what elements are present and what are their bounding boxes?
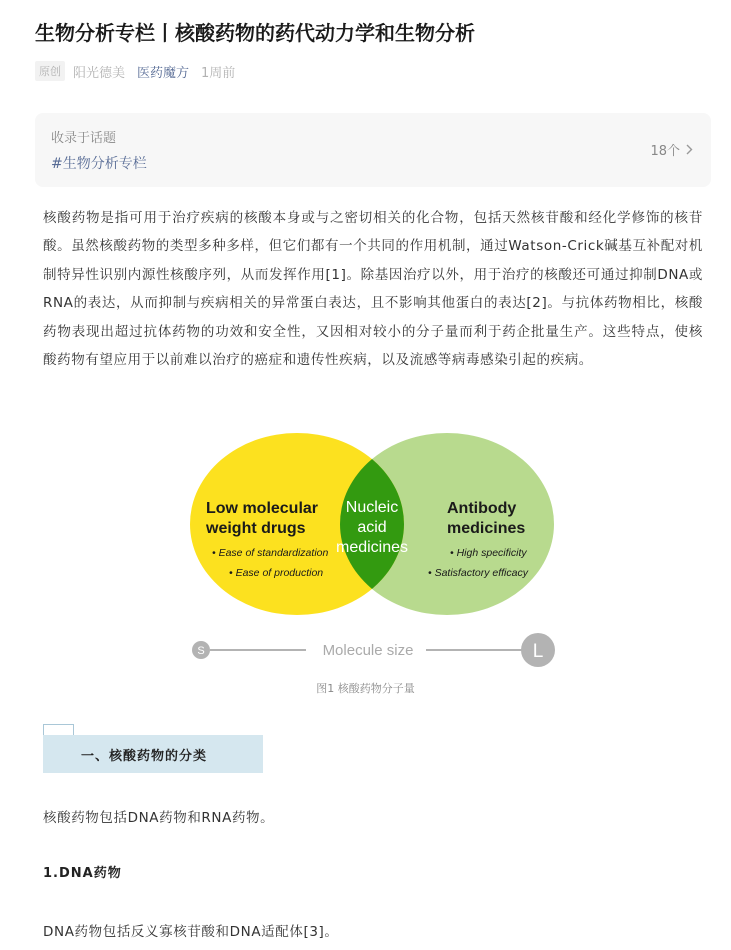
intro-paragraph: 核酸药物是指可用于治疗疾病的核酸本身或与之密切相关的化合物，包括天然核苷酸和经化学修饰的核苷酸。虽然核酸药物的类型多种多样，但它们都有一个共同的作用机制，通过Watson-Crick碱基互补配对机制特异性识别内源性核酸序列，从而发挥作用[1]。除基因治疗以外，用于治疗的核酸还可通过抑制DNA或RNA的表达，从而抑制与疾病相关的异常蛋白表达，且不影响其他蛋白的表达[2]。与抗体药物相比，核酸药物表现出超过抗体药物的功效和安全性，又因相对较小的分子量而利于药企批量生产。这些特点，使核酸药物有望应用于以前难以治疗的癌症和遗传性疾病，以及流感等病毒感染引起的疾病。 bbox=[43, 210, 703, 369]
account-link[interactable]: 医药魔方 bbox=[137, 65, 190, 81]
subheading-dna: 1.DNA药物 bbox=[43, 866, 122, 881]
topic-name[interactable]: #生物分析专栏 bbox=[51, 156, 147, 172]
left-title-line1: Low molecular bbox=[206, 500, 319, 517]
right-bullet-2: • Satisfactory efficacy bbox=[428, 567, 528, 579]
scale-small-label: S bbox=[197, 645, 205, 657]
venn-diagram bbox=[188, 428, 560, 668]
left-bullet-1: • Ease of standardization bbox=[212, 547, 329, 559]
section-paragraph: 核酸药物包括DNA药物和RNA药物。 bbox=[43, 810, 275, 826]
scale-large-label: L bbox=[532, 641, 544, 662]
right-title-line1: Antibody bbox=[447, 500, 517, 517]
original-badge: 原创 bbox=[35, 61, 65, 81]
venn-figure bbox=[188, 428, 560, 668]
article-meta bbox=[35, 60, 235, 82]
section-heading: 一、核酸药物的分类 bbox=[43, 735, 263, 773]
section-heading-box bbox=[43, 724, 265, 776]
scale-axis-label: Molecule size bbox=[322, 642, 414, 659]
chevron-right-icon bbox=[686, 144, 693, 155]
article-title: 生物分析专栏丨核酸药物的药代动力学和生物分析 bbox=[35, 21, 475, 45]
topic-count-text: 18个 bbox=[650, 144, 680, 159]
topic-card[interactable] bbox=[35, 113, 711, 187]
left-bullet-2: • Ease of production bbox=[229, 567, 324, 579]
dna-paragraph: DNA药物包括反义寡核苷酸和DNA适配体[3]。 bbox=[43, 924, 339, 940]
topic-label: 收录于话题 bbox=[51, 131, 117, 146]
topic-count[interactable] bbox=[650, 140, 693, 159]
right-title-line2: medicines bbox=[447, 520, 526, 537]
right-bullet-1: • High specificity bbox=[450, 547, 527, 559]
publish-time: 1周前 bbox=[201, 65, 236, 81]
center-label-line1: Nucleic bbox=[345, 499, 399, 516]
center-label-line3: medicines bbox=[335, 539, 409, 556]
center-label-line2: acid bbox=[357, 519, 387, 536]
left-title-line2: weight drugs bbox=[206, 520, 306, 537]
figure-caption: 图1 核酸药物分子量 bbox=[316, 682, 415, 695]
author-name: 阳光德美 bbox=[73, 65, 126, 81]
